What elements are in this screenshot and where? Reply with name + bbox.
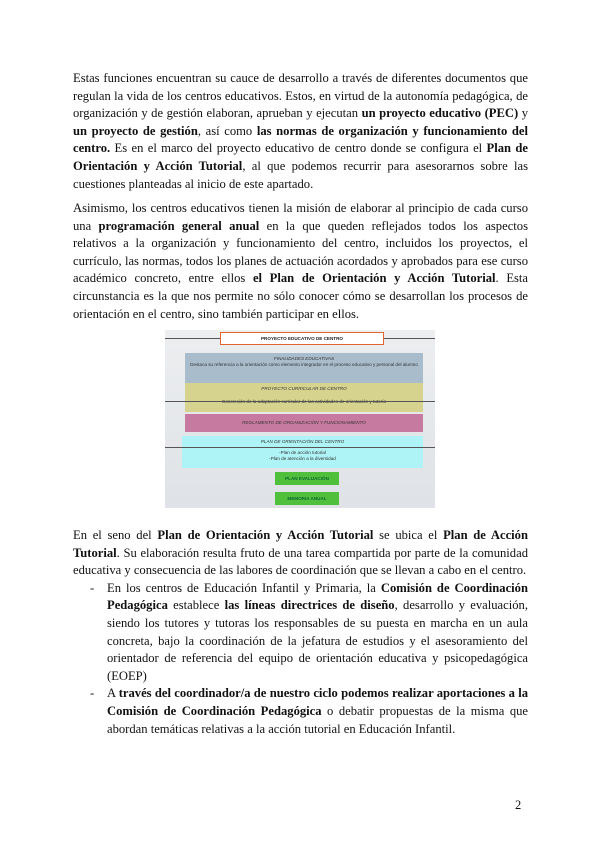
divider [165,447,435,448]
bold-text: las líneas directrices de diseño [224,598,395,613]
plan-evaluacion-block: PLAN EVALUACIÓN [275,472,339,485]
text: . Su elaboración resulta fruto de una tarea compartida por parte de la comunidad educativa y consecuencia de las labores de coordinación que se llevan a cabo en el centro. [73,545,528,578]
block-title: FINALIDADES EDUCATIVAS [273,356,335,361]
paragraph-documentos [73,70,528,193]
bold-text: un proyecto de gestión [73,123,198,138]
text: , desarrollo y evaluación, siendo los tutores y tutoras los responsables de su puesta en marcha en un aula concreta, bajo la coordinación de la jefatura de estudios y el asesoramiento del orientador de referencia del equipo de orientación educativa y psicopedagógica (EOEP) [107,598,528,683]
reglamento-block: REGLAMENTO DE ORGANIZACIÓN Y FUNCIONAMIENTO [185,414,423,432]
bold-text: Plan de Orientación y Acción Tutorial [73,141,528,173]
bold-text: Plan de Orientación y Acción Tutorial [157,528,374,542]
block-item: -Plan de acción tutorial [279,450,326,455]
bold-text: Plan de Acción Tutorial [73,528,528,560]
paragraph-plan-accion-tutorial [73,527,528,738]
text: Estas funciones encuentran su cauce de desarrollo a través de diferentes documentos que regulan la vida de los centros educativos. Estos, en virtud de la autonomía pedagógica, de organización y de gestión elaboran, aprueban y ejecutan [73,71,528,121]
bold-text: programación general anual [98,218,260,233]
block-item: -Plan de atención a la diversidad [269,456,336,461]
memoria-anual-block: MEMORIA ANUAL [275,492,339,505]
page-number: 2 [515,798,522,812]
list-item [73,580,528,686]
text: En los centros de Educación Infantil y Primaria, la [107,580,381,595]
curricular-block [185,383,423,412]
block-text [185,399,423,405]
list-item [73,685,528,738]
block-title: PLAN DE ORIENTACIÓN DEL CENTRO [260,439,345,444]
plan-orientacion-block [182,436,423,468]
bullet-list [73,580,528,738]
text: Es en el marco del proyecto educativo de centro donde se configura el [110,141,487,156]
paragraph-programacion [73,200,528,323]
bold-text: las normas de organización y funcionamiento del centro. [73,123,528,156]
bold-text: un proyecto educativo (PEC) [361,106,519,121]
text: o debatir propuestas de la misma que abordan temáticas relativas a la acción tutorial en Educación Infantil. [107,703,528,736]
divider [165,401,435,402]
text: en la que queden reflejados todos los aspectos relativos a la organización y funcionamiento del centro, incluidos los proyectos, el currículo, las normas, todos los planes de actuación acordados y aprobados para ese curso académico concreto, entre ellos [73,218,528,286]
bold-text: Comisión de Coordinación Pedagógica [107,580,528,613]
documents-diagram [165,330,435,508]
block-text: Destaca su referencia a la orientación como elemento integrador en el proceso educativo y personal del alumno [190,362,418,367]
text: Asimismo, los centros educativos tienen la misión de elaborar al principio de cada curso una [73,201,528,233]
bold-text: el Plan de Orientación y Acción Tutorial [252,271,496,286]
block-title: PROYECTO CURRICULAR DE CENTRO [261,386,347,391]
text: . Esta circunstancia es la que nos permite no sólo conocer cómo se desarrollan los procesos de orientación en el centro, sino también participar en ellos. [73,271,529,321]
text: se ubica el [373,528,444,542]
text: En el seno del [73,528,158,542]
bold-text: través del coordinador/a de nuestro ciclo podemos realizar aportaciones a la Comisión de Coordinación Pedagógica [107,686,528,718]
proyecto-educativo-header: PROYECTO EDUCATIVO DE CENTRO [220,332,384,345]
finalidades-block [185,353,423,383]
text: , al que podemos recurrir para asesorarnos sobre las cuestiones planteadas al inicio de este apartado. [73,158,528,191]
text: y [518,106,528,121]
text: establece [167,598,225,613]
text: A [107,686,119,701]
text: , así como [197,123,257,138]
